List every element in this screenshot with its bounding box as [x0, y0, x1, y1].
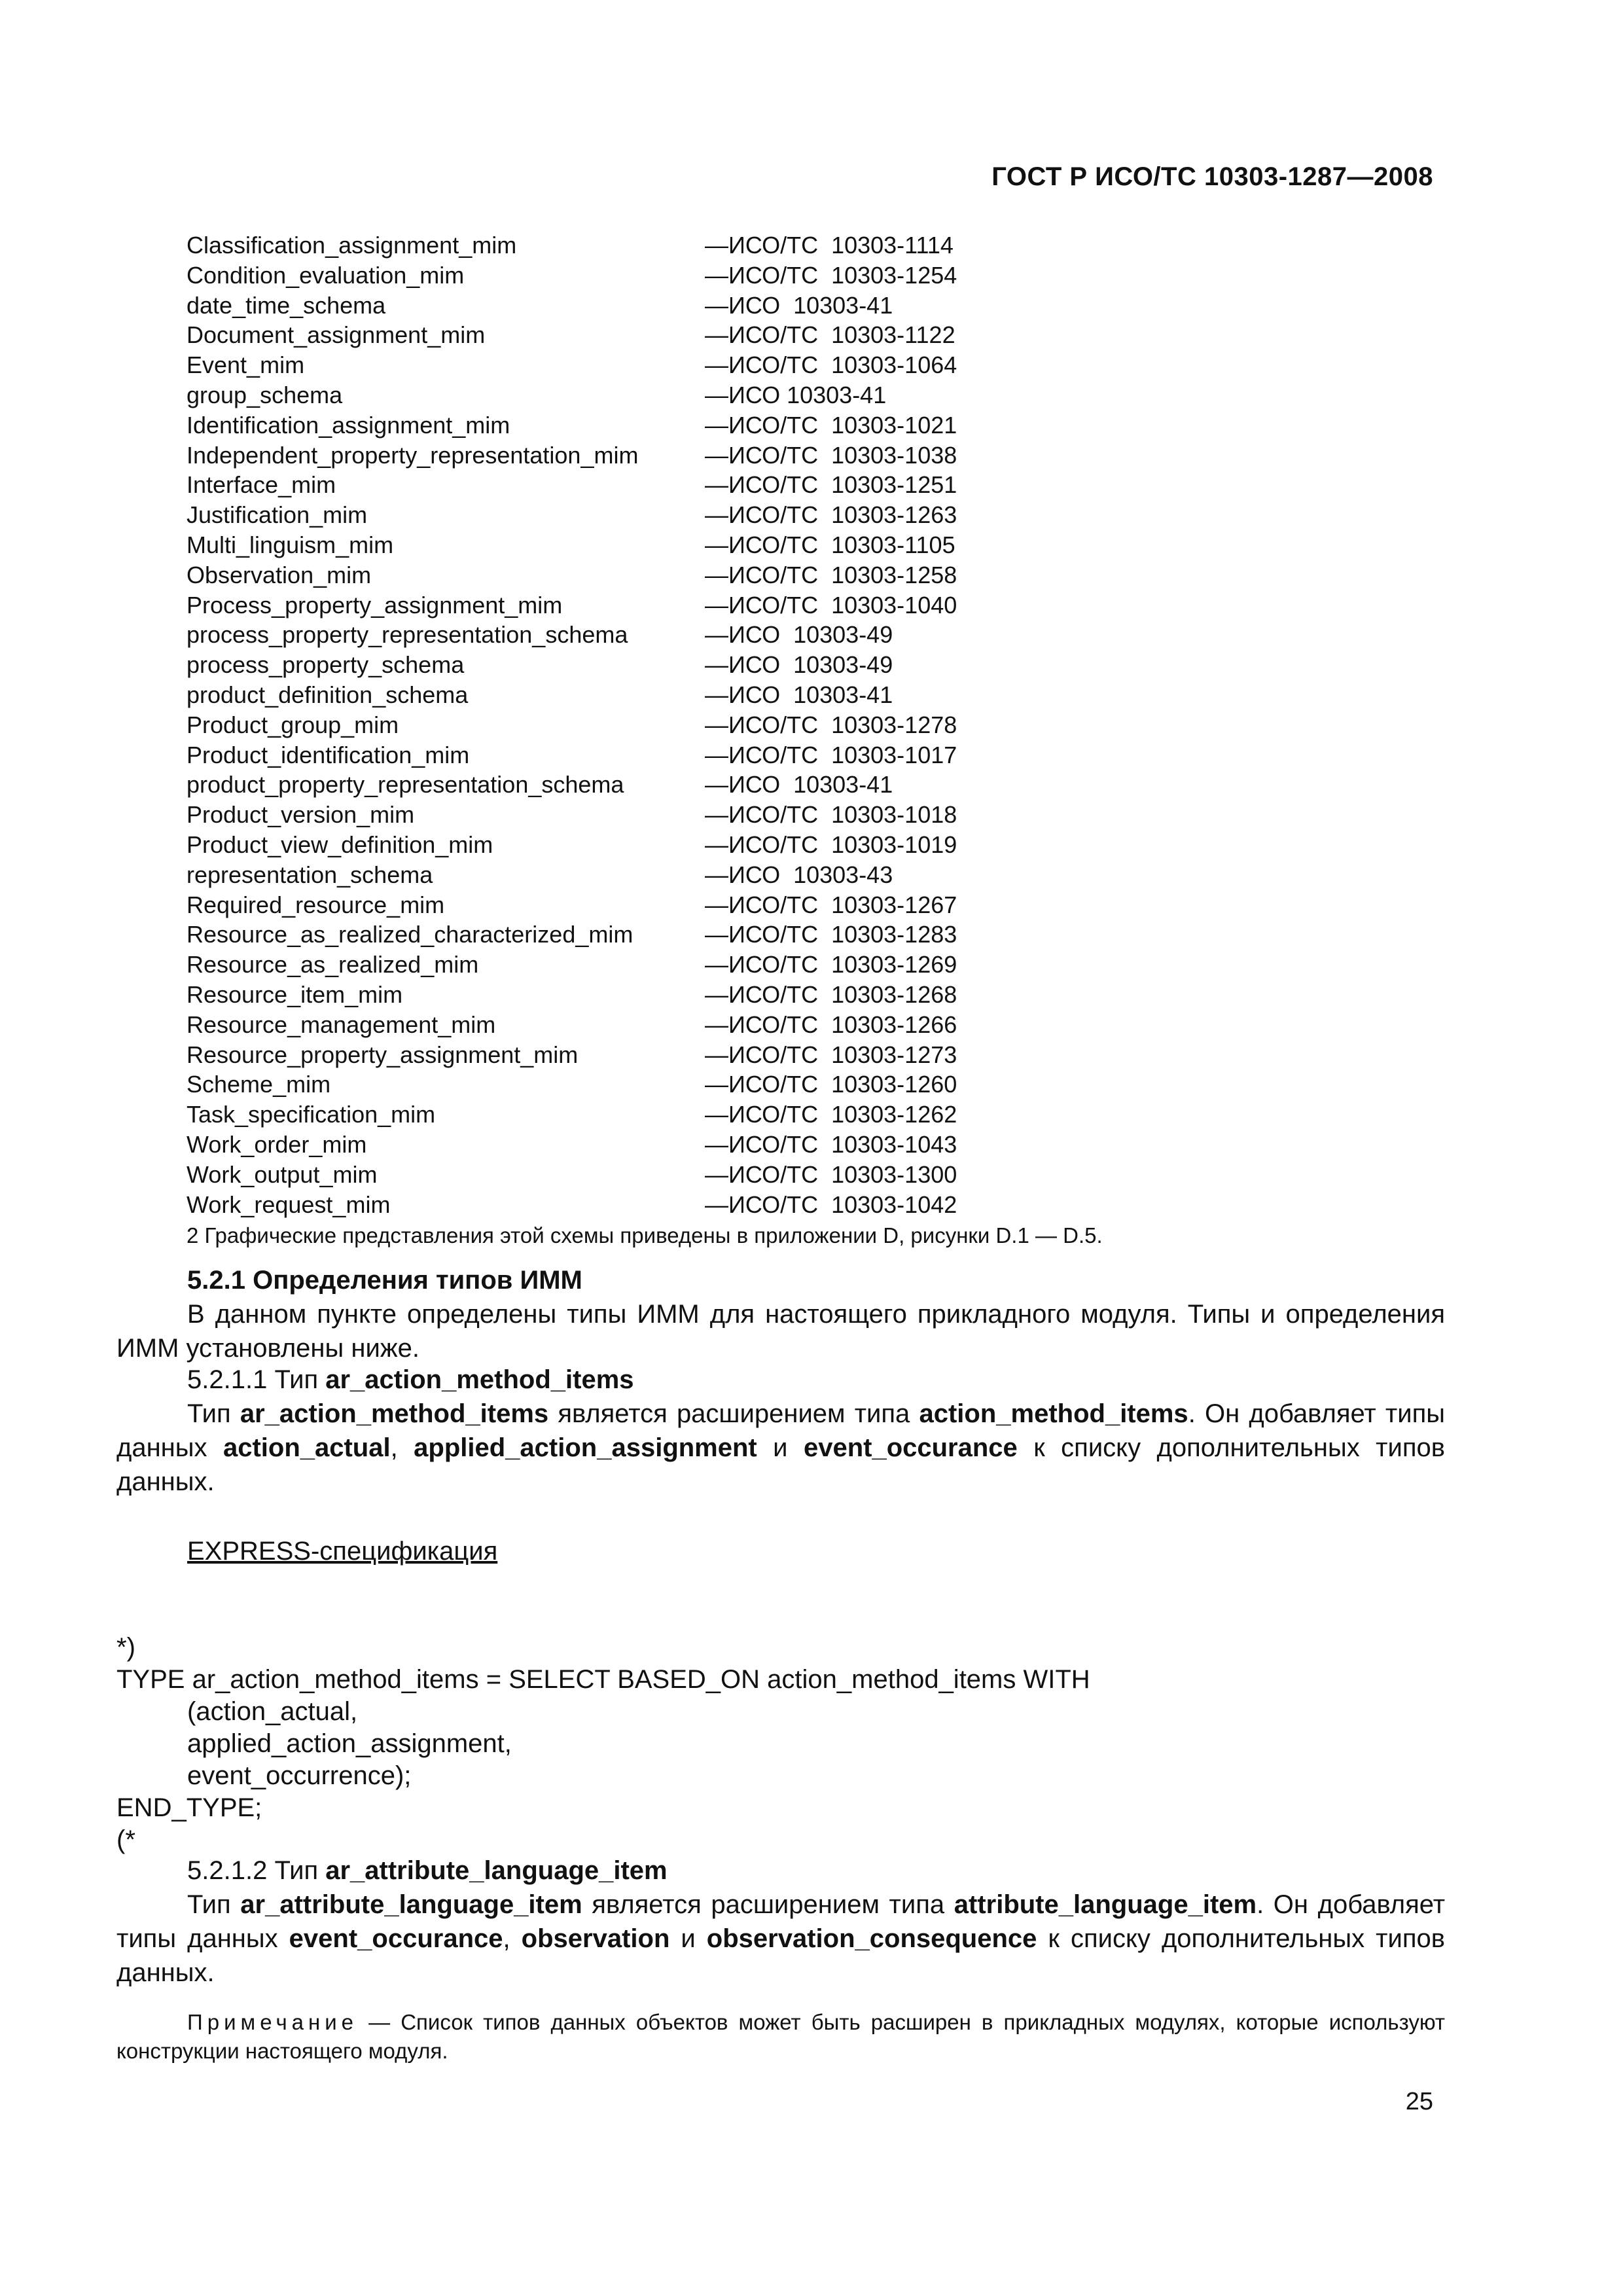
text-run: является расширением типа [582, 1890, 954, 1919]
schema-reference-row [187, 860, 1364, 890]
schema-name: Independent_property_representation_mim [187, 441, 639, 469]
schema-reference-row [187, 320, 1364, 350]
schema-name: Process_property_assignment_mim [187, 591, 563, 619]
schema-reference-row [187, 440, 1364, 471]
schema-reference-row [187, 890, 1364, 920]
schema-reference-row [187, 1040, 1364, 1070]
schema-name: Resource_management_mim [187, 1011, 496, 1038]
type-name: attribute_language_item [954, 1890, 1257, 1919]
standard-reference: —ИСО 10303-41 [705, 291, 893, 319]
text-run: Тип [187, 1399, 240, 1428]
standard-reference: —ИСО/ТС 10303-1263 [705, 501, 957, 529]
schema-reference-row [187, 1130, 1364, 1160]
schema-reference-row [187, 590, 1364, 620]
code-line: (action_actual, [187, 1697, 358, 1726]
schema-name: Resource_as_realized_characterized_mim [187, 921, 633, 948]
note-2: 2 Графические представления этой схемы приведены в приложении D, рисунки D.1 — D.5. [187, 1223, 1103, 1247]
schema-name: Observation_mim [187, 561, 372, 588]
schema-reference-row [187, 560, 1364, 590]
standard-reference: —ИСО/ТС 10303-1269 [705, 951, 957, 978]
standard-reference: —ИСО/ТС 10303-1278 [705, 711, 957, 738]
standard-reference: —ИСО/ТС 10303-1042 [705, 1191, 957, 1218]
schema-reference-row [187, 260, 1364, 291]
text-run: и [669, 1924, 707, 1953]
type-name: ar_action_method_items [240, 1399, 549, 1428]
schema-name: date_time_schema [187, 291, 386, 319]
standard-reference: —ИСО/ТС 10303-1017 [705, 741, 957, 768]
standard-reference: —ИСО/ТС 10303-1021 [705, 411, 957, 439]
schema-name: process_property_representation_schema [187, 621, 628, 649]
section-5-2-1-2-text [116, 1888, 1445, 1990]
section-5-2-1-1-heading [116, 1363, 1516, 1397]
schema-name: Interface_mim [187, 471, 336, 499]
schema-name: Product_version_mim [187, 801, 415, 829]
schema-reference-row [187, 770, 1364, 800]
schema-name: Work_output_mim [187, 1160, 378, 1188]
schema-reference-row [187, 1100, 1364, 1130]
schema-name: Product_group_mim [187, 711, 399, 738]
standard-reference: —ИСО 10303-41 [705, 381, 887, 408]
type-name: event_occurance [289, 1924, 503, 1953]
schema-reference-row [187, 410, 1364, 440]
schema-reference-row [187, 830, 1364, 860]
schema-reference-row [187, 950, 1364, 980]
schema-name: Justification_mim [187, 501, 368, 529]
schema-name: Work_order_mim [187, 1130, 367, 1158]
text-run: , [503, 1924, 522, 1953]
standard-reference: —ИСО/ТС 10303-1043 [705, 1130, 957, 1158]
text-run: к списку дополнительных типов данных. [116, 1924, 1446, 1987]
schema-reference-row [187, 470, 1364, 500]
schema-name: Task_specification_mim [187, 1101, 436, 1128]
schema-reference-row [187, 650, 1364, 680]
schema-name: Product_view_definition_mim [187, 831, 493, 858]
standard-reference: —ИСО/ТС 10303-1251 [705, 471, 957, 499]
schema-name: Scheme_mim [187, 1071, 331, 1098]
code-line: END_TYPE; [116, 1793, 262, 1822]
text-run: является расширением типа [548, 1399, 919, 1428]
express-specification-label: EXPRESS-спецификация [187, 1537, 498, 1566]
standard-reference: —ИСО/ТС 10303-1040 [705, 591, 957, 619]
text-run: . Он добавляет типы данных [116, 1399, 1446, 1462]
section-5-2-1-title: 5.2.1 Определения типов ИММ [187, 1266, 582, 1295]
schema-reference-row [187, 380, 1364, 410]
schema-reference-row [187, 920, 1364, 950]
schema-name: Identification_assignment_mim [187, 411, 510, 439]
schema-reference-row [187, 350, 1364, 380]
standard-reference: —ИСО 10303-41 [705, 771, 893, 798]
standard-reference: —ИСО/ТС 10303-1018 [705, 801, 957, 829]
schema-name: Event_mim [187, 351, 305, 379]
schema-reference-row [187, 740, 1364, 770]
schema-name: Resource_property_assignment_mim [187, 1041, 579, 1068]
heading-prefix: 5.2.1.1 Тип [187, 1365, 326, 1394]
type-name: applied_action_assignment [414, 1433, 757, 1462]
type-name: ar_action_method_items [325, 1365, 634, 1394]
code-line: TYPE ar_action_method_items = SELECT BASED_ON action_method_items WITH [116, 1665, 1090, 1694]
code-line: applied_action_assignment, [187, 1729, 512, 1758]
standard-reference: —ИСО/ТС 10303-1300 [705, 1160, 957, 1188]
code-line: event_occurrence); [187, 1761, 412, 1790]
standard-reference: —ИСО/ТС 10303-1105 [705, 531, 955, 558]
text-run: к списку дополнительных типов данных. [116, 1433, 1445, 1496]
type-name: observation [521, 1924, 670, 1953]
text-run: . Он добавляет типы данных [116, 1890, 1446, 1953]
schema-name: Required_resource_mim [187, 891, 445, 918]
text-run: Тип [187, 1890, 241, 1919]
section-5-2-1-2-heading [116, 1854, 1516, 1888]
schema-name: representation_schema [187, 861, 433, 888]
type-name: ar_attribute_language_item [325, 1856, 668, 1885]
schema-name: Resource_item_mim [187, 980, 403, 1008]
section-5-2-1 [116, 1263, 1445, 1365]
type-name: observation_consequence [706, 1924, 1037, 1953]
schema-reference-list [187, 230, 1364, 1219]
schema-name: Document_assignment_mim [187, 321, 486, 349]
schema-name: Condition_evaluation_mim [187, 261, 465, 289]
schema-reference-row [187, 800, 1364, 830]
type-name: action_actual [223, 1433, 391, 1462]
type-name: ar_attribute_language_item [240, 1890, 582, 1919]
standard-reference: —ИСО/ТС 10303-1267 [705, 891, 957, 918]
standard-reference: —ИСО 10303-49 [705, 651, 893, 679]
remark-note [116, 2008, 1445, 2066]
schema-name: Multi_linguism_mim [187, 531, 394, 558]
schema-name: group_schema [187, 381, 343, 408]
code-line: (* [116, 1825, 135, 1854]
type-name: event_occurance [803, 1433, 1018, 1462]
schema-name: product_definition_schema [187, 681, 469, 708]
schema-reference-row [187, 1160, 1364, 1190]
standard-reference: —ИСО/ТС 10303-1283 [705, 921, 957, 948]
standard-reference: —ИСО 10303-41 [705, 681, 893, 708]
standard-reference: —ИСО/ТС 10303-1273 [705, 1041, 957, 1068]
section-5-2-1-text: В данном пункте определены типы ИММ для настоящего прикладного модуля. Типы и определения ИММ установлены ниже. [116, 1300, 1445, 1363]
standard-reference: —ИСО/ТС 10303-1258 [705, 561, 957, 588]
text-run: и [757, 1433, 804, 1462]
type-name: action_method_items [919, 1399, 1188, 1428]
schema-reference-row [187, 291, 1364, 321]
schema-reference-row [187, 230, 1364, 260]
page-number: 25 [1405, 2088, 1433, 2115]
schema-name: Product_identification_mim [187, 741, 470, 768]
schema-reference-row [187, 680, 1364, 710]
schema-reference-row [187, 710, 1364, 740]
schema-name: Resource_as_realized_mim [187, 951, 479, 978]
schema-name: process_property_schema [187, 651, 465, 679]
code-line: *) [116, 1633, 135, 1662]
standard-reference: —ИСО/ТС 10303-1254 [705, 261, 957, 289]
heading-prefix: 5.2.1.2 Тип [187, 1856, 326, 1885]
section-5-2-1-1-text [116, 1397, 1445, 1499]
schema-reference-row [187, 620, 1364, 650]
document-header: ГОСТ Р ИСО/ТС 10303-1287—2008 [991, 162, 1433, 191]
schema-name: Classification_assignment_mim [187, 232, 517, 259]
schema-reference-row [187, 1190, 1364, 1220]
schema-name: product_property_representation_schema [187, 771, 624, 798]
schema-reference-row [187, 980, 1364, 1010]
standard-reference: —ИСО/ТС 10303-1268 [705, 980, 957, 1008]
schema-reference-row [187, 1010, 1364, 1040]
schema-name: Work_request_mim [187, 1191, 391, 1218]
schema-reference-row [187, 500, 1364, 530]
remark-text: — Список типов данных объектов может быть расширен в прикладных модулях, которые используют конструкции настоящего модуля. [116, 2010, 1445, 2063]
schema-reference-row [187, 1069, 1364, 1100]
standard-reference: —ИСО/ТС 10303-1266 [705, 1011, 957, 1038]
standard-reference: —ИСО/ТС 10303-1122 [705, 321, 955, 349]
standard-reference: —ИСО/ТС 10303-1038 [705, 441, 957, 469]
standard-reference: —ИСО/ТС 10303-1262 [705, 1101, 957, 1128]
text-run: , [390, 1433, 414, 1462]
standard-reference: —ИСО/ТС 10303-1064 [705, 351, 957, 379]
standard-reference: —ИСО/ТС 10303-1019 [705, 831, 957, 858]
remark-label: Примечание [187, 2010, 359, 2034]
standard-reference: —ИСО 10303-49 [705, 621, 893, 649]
standard-reference: —ИСО 10303-43 [705, 861, 893, 888]
schema-reference-row [187, 530, 1364, 560]
standard-reference: —ИСО/ТС 10303-1114 [705, 232, 954, 259]
standard-reference: —ИСО/ТС 10303-1260 [705, 1071, 957, 1098]
